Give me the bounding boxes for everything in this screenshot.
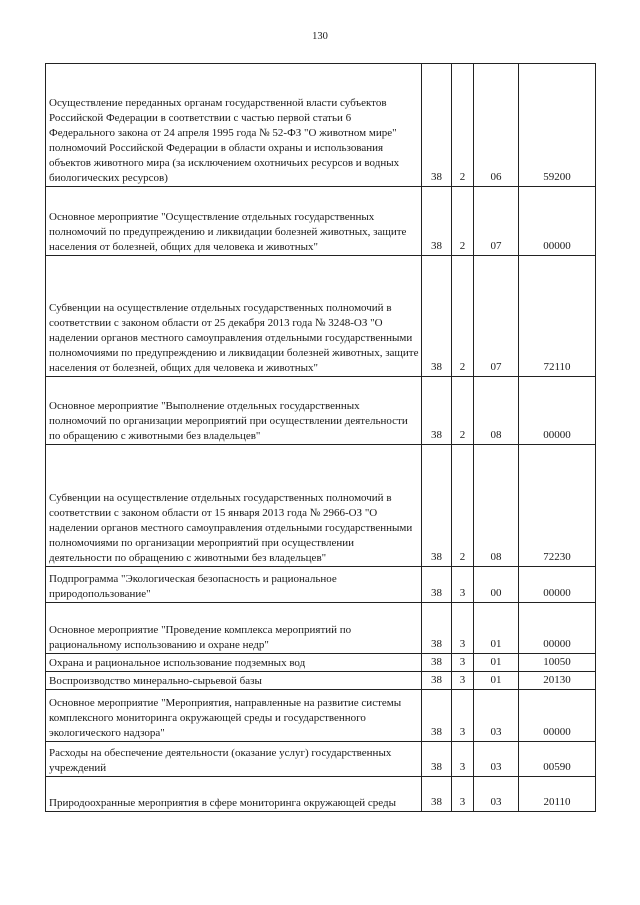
table-row xyxy=(46,567,596,603)
code-direction: 20110 xyxy=(519,777,596,812)
code-direction: 00590 xyxy=(519,742,596,777)
code-main-event: 03 xyxy=(474,742,519,777)
row-description: Осуществление переданных органам государственной власти субъектов Российской Федерации в соответствии с частью первой статьи 6 Федерального закона от 24 апреля 1995 года № 52-ФЗ "О животном мире" полномочий Российской Федерации в области охраны и использования объектов животного мира (за исключением охотничьих ресурсов и водных биологических ресурсов) xyxy=(46,64,422,187)
code-program: 38 xyxy=(422,777,452,812)
code-program: 38 xyxy=(422,567,452,603)
code-program: 38 xyxy=(422,654,452,672)
code-main-event: 08 xyxy=(474,377,519,445)
table-row xyxy=(46,742,596,777)
code-direction: 00000 xyxy=(519,690,596,742)
table-row xyxy=(46,603,596,654)
row-description: Охрана и рациональное использование подземных вод xyxy=(46,654,422,672)
budget-classification-table xyxy=(45,63,596,812)
code-program: 38 xyxy=(422,690,452,742)
code-direction: 59200 xyxy=(519,64,596,187)
code-subprogram: 3 xyxy=(452,603,474,654)
code-subprogram: 2 xyxy=(452,64,474,187)
code-direction: 00000 xyxy=(519,603,596,654)
code-main-event: 01 xyxy=(474,672,519,690)
row-description: Воспроизводство минерально-сырьевой базы xyxy=(46,672,422,690)
code-program: 38 xyxy=(422,672,452,690)
code-main-event: 06 xyxy=(474,64,519,187)
table-row xyxy=(46,187,596,256)
row-description: Субвенции на осуществление отдельных государственных полномочий в соответствии с законом области от 25 декабря 2013 года № 3248-ОЗ "О наделении органов местного самоуправления отдельными государственными полномочиями по предупреждению и ликвидации болезней животных, защите населения от болезней, общих для человека и животных" xyxy=(46,256,422,377)
row-description: Основное мероприятие "Мероприятия, направленные на развитие системы комплексного мониторинга окружающей среды и государственного экологического надзора" xyxy=(46,690,422,742)
row-description: Подпрограмма "Экологическая безопасность и рациональное природопользование" xyxy=(46,567,422,603)
code-program: 38 xyxy=(422,256,452,377)
code-main-event: 07 xyxy=(474,256,519,377)
code-program: 38 xyxy=(422,445,452,567)
code-subprogram: 3 xyxy=(452,672,474,690)
code-main-event: 01 xyxy=(474,654,519,672)
code-direction: 72230 xyxy=(519,445,596,567)
code-main-event: 03 xyxy=(474,777,519,812)
code-main-event: 01 xyxy=(474,603,519,654)
row-description: Природоохранные мероприятия в сфере мониторинга окружающей среды xyxy=(46,777,422,812)
code-direction: 00000 xyxy=(519,377,596,445)
code-direction: 00000 xyxy=(519,567,596,603)
table-row xyxy=(46,672,596,690)
row-description: Основное мероприятие "Осуществление отдельных государственных полномочий по предупреждению и ликвидации болезней животных, защите населения от болезней, общих для человека и животных" xyxy=(46,187,422,256)
code-direction: 72110 xyxy=(519,256,596,377)
code-subprogram: 3 xyxy=(452,567,474,603)
code-subprogram: 3 xyxy=(452,654,474,672)
code-subprogram: 3 xyxy=(452,690,474,742)
code-subprogram: 3 xyxy=(452,777,474,812)
table-row xyxy=(46,777,596,812)
row-description: Основное мероприятие "Проведение комплекса мероприятий по рациональному использованию и охране недр" xyxy=(46,603,422,654)
row-description: Основное мероприятие "Выполнение отдельных государственных полномочий по организации мероприятий при осуществлении деятельности по обращению с животными без владельцев" xyxy=(46,377,422,445)
table-row xyxy=(46,690,596,742)
code-main-event: 07 xyxy=(474,187,519,256)
code-subprogram: 2 xyxy=(452,256,474,377)
code-direction: 10050 xyxy=(519,654,596,672)
code-main-event: 08 xyxy=(474,445,519,567)
code-subprogram: 3 xyxy=(452,742,474,777)
code-subprogram: 2 xyxy=(452,445,474,567)
code-direction: 20130 xyxy=(519,672,596,690)
code-subprogram: 2 xyxy=(452,377,474,445)
row-description: Расходы на обеспечение деятельности (оказание услуг) государственных учреждений xyxy=(46,742,422,777)
code-subprogram: 2 xyxy=(452,187,474,256)
table-row xyxy=(46,654,596,672)
table-row xyxy=(46,64,596,187)
code-program: 38 xyxy=(422,187,452,256)
row-description: Субвенции на осуществление отдельных государственных полномочий в соответствии с законом области от 15 января 2013 года № 2966-ОЗ "О наделении органов местного самоуправления отдельными государственными полномочиями по организации мероприятий при осуществлении деятельности по обращению с животными без владельцев" xyxy=(46,445,422,567)
code-program: 38 xyxy=(422,742,452,777)
code-program: 38 xyxy=(422,64,452,187)
page-number: 130 xyxy=(312,31,328,42)
code-program: 38 xyxy=(422,377,452,445)
table-row xyxy=(46,256,596,377)
code-program: 38 xyxy=(422,603,452,654)
code-main-event: 03 xyxy=(474,690,519,742)
table-row xyxy=(46,445,596,567)
table-row xyxy=(46,377,596,445)
code-direction: 00000 xyxy=(519,187,596,256)
code-main-event: 00 xyxy=(474,567,519,603)
